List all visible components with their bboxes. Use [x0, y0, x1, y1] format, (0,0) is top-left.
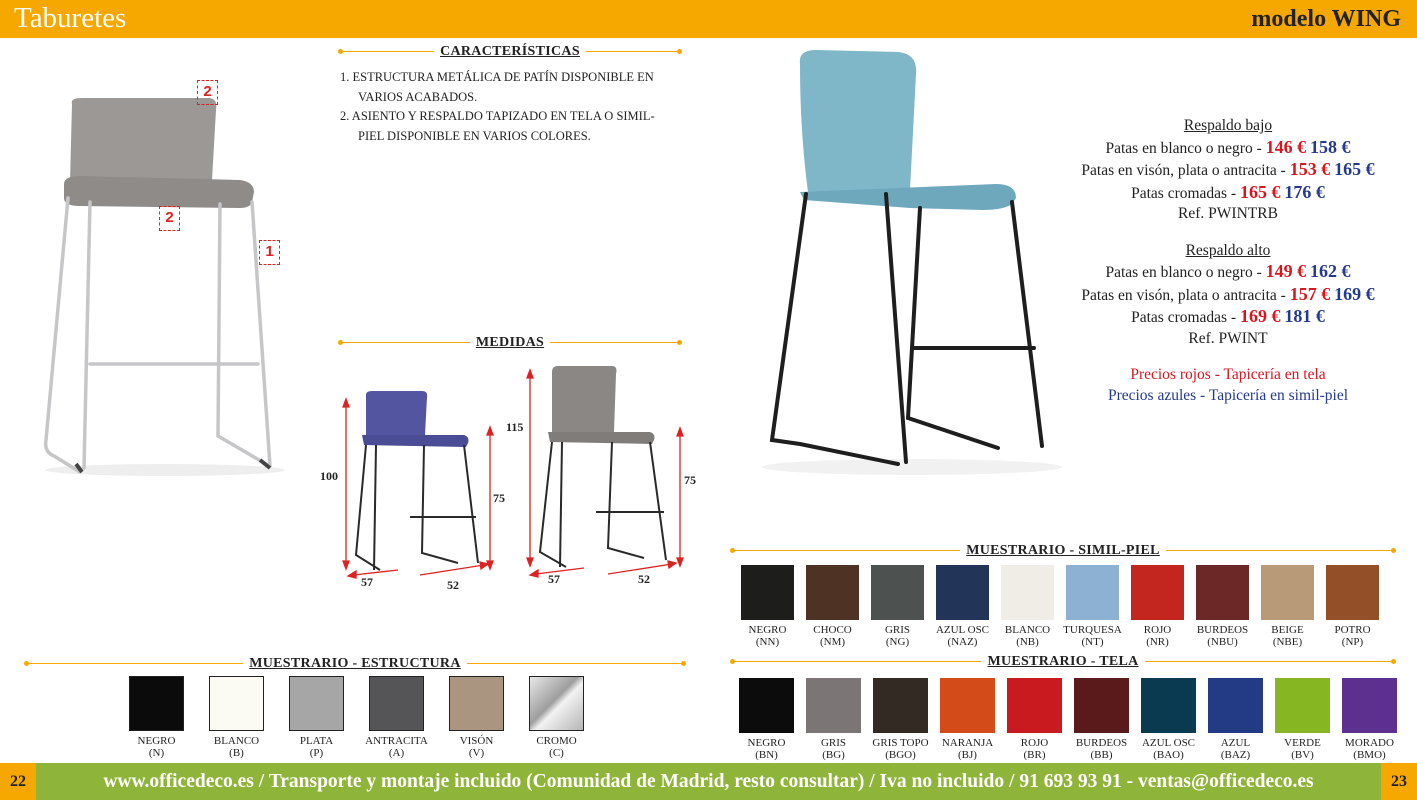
swatch-code: (BR): [1023, 749, 1046, 761]
swatch-code: (NB): [1016, 636, 1039, 648]
swatch-chip: [369, 676, 424, 731]
swatch-name: ROJO: [1020, 737, 1049, 749]
high-back-row-1: [1045, 284, 1411, 307]
fabric-swatches-heading: [732, 652, 1394, 672]
swatch-chip: [1261, 565, 1314, 620]
swatch-name: BLANCO: [1004, 624, 1051, 636]
simil-swatches-title: MUESTRARIO - SIMIL-PIEL: [960, 543, 1166, 558]
swatch-chip: [1208, 678, 1263, 733]
price-red: 169 €: [1240, 306, 1281, 326]
page-title: Taburetes: [14, 2, 127, 34]
swatch-chip: [1326, 565, 1379, 620]
swatch-code: (BAZ): [1220, 749, 1251, 761]
swatch-chip: [1074, 678, 1129, 733]
swatch-code: (C): [549, 747, 564, 759]
swatch-chip: [289, 676, 344, 731]
swatch-code: (NBE): [1272, 636, 1303, 648]
swatch-gris: [870, 565, 925, 648]
page-number-right: 23: [1381, 763, 1417, 800]
page-number-left: 22: [0, 763, 36, 800]
swatch-code: (NAZ): [947, 636, 978, 648]
swatch-chip: [940, 678, 995, 733]
swatch-chip: [873, 678, 928, 733]
swatch-chip: [1001, 565, 1054, 620]
footer-bar: [0, 763, 1417, 800]
swatch-code: (BGO): [885, 749, 916, 761]
swatch-name: PLATA: [299, 735, 334, 747]
swatch-name: GRIS: [884, 624, 911, 636]
swatch-code: (BG): [822, 749, 845, 761]
footer-contact-text: www.officedeco.es / Transporte y montaje incluido (Comunidad de Madrid, resto consultar) / Iva no incluido / 91 693 93 91 - ventas@officedeco.es: [103, 771, 1314, 792]
swatch-code: (BB): [1090, 749, 1113, 761]
swatch-beige: [1260, 565, 1315, 648]
swatch-code: (NP): [1341, 636, 1364, 648]
high-back-stool-diagram: [520, 362, 700, 587]
high-width-label: 57: [548, 572, 560, 586]
swatch-code: (NN): [755, 636, 780, 648]
swatch-code: (N): [148, 747, 165, 759]
swatch-name: VERDE: [1284, 737, 1321, 749]
price-label: Patas en blanco o negro -: [1105, 264, 1266, 281]
price-label: Patas en visón, plata o antracita -: [1081, 162, 1290, 179]
swatch-choco: [805, 565, 860, 648]
swatch-verde: [1274, 678, 1331, 761]
swatch-name: ANTRACITA: [365, 735, 428, 747]
swatch-code: (A): [388, 747, 405, 759]
swatch-name: CROMO: [536, 735, 577, 747]
swatch-chip: [806, 565, 859, 620]
swatch-chip: [936, 565, 989, 620]
high-seat-label: 75: [684, 473, 696, 487]
swatch-name: CHOCO: [813, 624, 852, 636]
swatch-burdeos: [1195, 565, 1250, 648]
swatch-code: (NT): [1081, 636, 1104, 648]
swatch-negro: [128, 676, 185, 759]
price-red: 149 €: [1265, 261, 1307, 281]
price-blue: 158 €: [1310, 136, 1351, 157]
measures-heading: [340, 333, 680, 353]
swatch-name: MORADO: [1345, 737, 1394, 749]
swatch-chip: [1196, 565, 1249, 620]
swatch-chip: [129, 676, 184, 731]
swatch-turquesa: [1065, 565, 1120, 648]
swatch-code: (BV): [1291, 749, 1314, 761]
fabric-swatch-row: [738, 678, 1398, 761]
swatch-name: BEIGE: [1271, 624, 1304, 636]
swatch-burdeos: [1073, 678, 1130, 761]
swatch-code: (NG): [885, 636, 910, 648]
swatch-chip: [806, 678, 861, 733]
swatch-gris-topo: [872, 678, 929, 761]
low-back-row-0: [1045, 137, 1411, 160]
low-width-label: 57: [361, 575, 373, 589]
header-bar: [0, 0, 1417, 38]
price-blue: 176 €: [1284, 181, 1325, 202]
high-back-ref: Ref. PWINT: [1188, 329, 1268, 347]
swatch-vis-n: [448, 676, 505, 759]
swatch-code: (NM): [819, 636, 846, 648]
swatch-name: POTRO: [1334, 624, 1371, 636]
price-red: 146 €: [1265, 136, 1307, 157]
swatch-azul-osc: [1140, 678, 1197, 761]
features-list: [340, 68, 680, 146]
swatch-rojo: [1130, 565, 1185, 648]
swatch-azul: [1207, 678, 1264, 761]
feature-item: 2. ASIENTO Y RESPALDO TAPIZADO EN TELA O SIMIL-PIEL DISPONIBLE EN VARIOS COLORES.: [340, 109, 655, 143]
price-label: Patas cromadas -: [1131, 309, 1241, 326]
swatch-code: (NR): [1146, 636, 1169, 648]
swatch-chip: [1066, 565, 1119, 620]
swatch-name: TURQUESA: [1063, 624, 1122, 636]
structure-swatch-row: [128, 676, 585, 759]
low-depth-label: 52: [447, 578, 459, 592]
price-blue: 169 €: [1334, 283, 1375, 304]
swatch-azul-osc: [935, 565, 990, 648]
swatch-blanco: [1000, 565, 1055, 648]
swatch-naranja: [939, 678, 996, 761]
price-red: 165 €: [1240, 181, 1281, 202]
swatch-chip: [1275, 678, 1330, 733]
swatch-code: (BMO): [1353, 749, 1386, 761]
blue-price-note: Precios azules - Tapicería en simil-piel: [1107, 386, 1349, 404]
high-back-title: Respaldo alto: [1185, 241, 1271, 259]
low-height-label: 100: [320, 469, 338, 483]
low-back-ref: Ref. PWINTRB: [1178, 205, 1278, 222]
swatch-name: GRIS TOPO: [872, 737, 929, 749]
swatch-code: (V): [468, 747, 485, 759]
swatch-chip: [871, 565, 924, 620]
price-label: Patas en blanco o negro -: [1105, 139, 1266, 157]
red-price-note: Precios rojos - Tapicería en tela: [1130, 366, 1326, 383]
swatch-name: GRIS: [820, 737, 847, 749]
callout-backrest: 2: [197, 80, 218, 105]
swatch-code: (NBU): [1207, 636, 1238, 648]
measures-title: MEDIDAS: [470, 335, 550, 350]
swatch-code: (B): [229, 747, 244, 759]
swatch-chip: [741, 565, 794, 620]
high-height-label: 115: [506, 420, 524, 434]
structure-swatches-title: MUESTRARIO - ESTRUCTURA: [243, 656, 466, 671]
simil-swatches-heading: [732, 541, 1394, 561]
swatch-morado: [1341, 678, 1398, 761]
price-red: 157 €: [1289, 283, 1331, 304]
callout-structure: 1: [259, 240, 280, 265]
feature-item: 1. ESTRUCTURA METÁLICA DE PATÍN DISPONIBLE EN VARIOS ACABADOS.: [340, 70, 654, 104]
swatch-gris: [805, 678, 862, 761]
swatch-name: AZUL OSC: [1141, 737, 1196, 749]
price-list: [1045, 116, 1411, 406]
swatch-name: BLANCO: [213, 735, 260, 747]
swatch-potro: [1325, 565, 1380, 648]
swatch-name: NEGRO: [748, 624, 787, 636]
swatch-negro: [740, 565, 795, 648]
low-seat-label: 75: [493, 491, 505, 505]
price-red: 153 €: [1289, 159, 1331, 179]
price-blue: 165 €: [1334, 159, 1375, 179]
low-back-row-2: [1045, 182, 1411, 205]
swatch-chip: [739, 678, 794, 733]
swatch-name: NEGRO: [137, 735, 176, 747]
low-back-row-1: [1045, 159, 1411, 182]
features-heading: [340, 42, 680, 62]
swatch-plata: [288, 676, 345, 759]
swatch-name: NEGRO: [747, 737, 786, 749]
swatch-antracita: [365, 676, 428, 759]
high-back-row-2: [1045, 306, 1411, 329]
structure-swatches-heading: [26, 654, 684, 674]
swatch-chip: [529, 676, 584, 731]
swatch-code: (P): [309, 747, 324, 759]
low-back-stool-diagram: [340, 385, 505, 590]
swatch-chip: [1141, 678, 1196, 733]
swatch-code: (BAO): [1153, 749, 1184, 761]
grey-stool-image: [20, 80, 310, 480]
price-label: Patas cromadas -: [1131, 184, 1241, 202]
swatch-name: NARANJA: [941, 737, 994, 749]
swatch-chip: [1342, 678, 1397, 733]
swatch-rojo: [1006, 678, 1063, 761]
swatch-name: BURDEOS: [1075, 737, 1128, 749]
model-name: modelo WING: [1251, 6, 1401, 32]
high-depth-label: 52: [638, 572, 650, 586]
high-back-row-0: [1045, 261, 1411, 284]
swatch-chip: [1131, 565, 1184, 620]
swatch-cromo: [528, 676, 585, 759]
fabric-swatches-title: MUESTRARIO - TELA: [981, 654, 1144, 669]
price-blue: 162 €: [1310, 261, 1351, 281]
swatch-name: AZUL OSC: [935, 624, 990, 636]
swatch-chip: [1007, 678, 1062, 733]
swatch-name: ROJO: [1143, 624, 1172, 636]
swatch-chip: [209, 676, 264, 731]
swatch-name: AZUL: [1220, 737, 1251, 749]
price-blue: 181 €: [1284, 306, 1325, 326]
simil-swatch-row: [740, 565, 1380, 648]
low-back-title: Respaldo bajo: [1183, 117, 1273, 134]
swatch-negro: [738, 678, 795, 761]
swatch-blanco: [208, 676, 265, 759]
swatch-name: BURDEOS: [1196, 624, 1249, 636]
swatch-name: VISÓN: [459, 735, 494, 747]
callout-seat: 2: [159, 206, 180, 231]
swatch-code: (BJ): [958, 749, 977, 761]
swatch-code: (BN): [755, 749, 778, 761]
price-label: Patas en visón, plata o antracita -: [1081, 286, 1290, 304]
features-title: CARACTERÍSTICAS: [434, 44, 586, 59]
swatch-chip: [449, 676, 504, 731]
